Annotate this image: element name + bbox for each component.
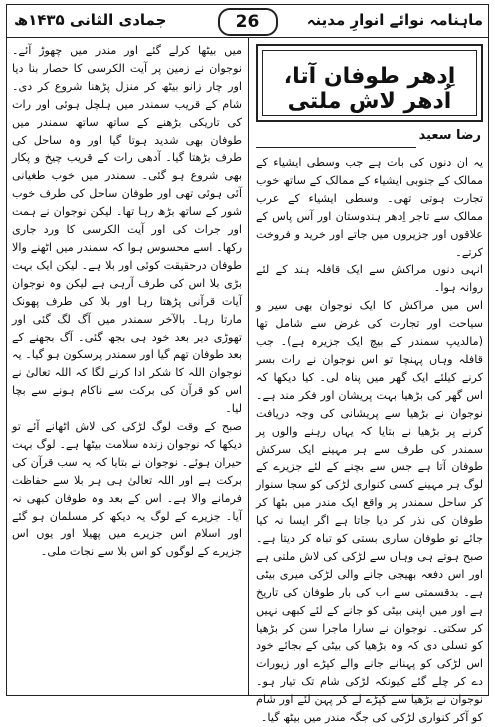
article-author: رضا سعید (418, 128, 481, 143)
paragraph: میں بیٹھا کرلے گئے اور مندر میں چھوڑ آئے۔ نوجوان نے زمین پر آیت الکرسی کا حصار بنا دیا اور چار زانو بیٹھ کر منزل پڑھنا شروع کر دی۔ شام کے قریب سمندر میں ہلچل ہوئی اور رات کی تاریکی بڑھنے کے ساتھ ساتھ سمندر میں طوفان بھی شدید ہوتا گیا اور وہ ساحل کی طرف بڑھتا گیا۔ آدھی رات کے قریب چیخ و پکار بھی شروع ہو گئی۔ سمندر میں خوب طغیانی آئی ہوئی تھی اور طوفان ساحل کی طرف خوب شور کے ساتھ بڑھ رہا تھا۔ لیکن نوجوان نے ہمت اور جرات کی اور آیت الکرسی کا ورد جاری رکھا۔ اسے محسوس ہوا کہ سمندر میں اٹھنے والا طوفان درحقیقت کوئی اور بلا ہے۔ لیکن ایک بہت بڑی بلا اس کی طرف آرہی ہے لیکن وہ نوجوان آیات قرآنی پڑھتا رہا اور بلا کی طرف پھونک مارتا رہا۔ بالآخر سمندر میں آگ لگ گئی اور تھوڑی دیر بعد خود ہی بجھ گئی۔ آگ بجھنے کے بعد طوفان تھم گیا اور سمندر پرسکون ہو گیا۔ یہ نوجوان اللہ کا شکر ادا کرنے لگا کہ اللہ تعالیٰ نے اس کو قرآن کی برکت سے ناکام ہونے سے بچا لیا۔ (12, 44, 242, 416)
right-column (256, 154, 483, 725)
paragraph: یہ ان دنوں کی بات ہے جب وسطی ایشیاء کے ممالک کے جنوبی ایشیاء کے ممالک کے ساتھ خوب تجارت ہوتی تھی۔ وسطی ایشیاء کے عرب ممالک سے تاجر اِدھر ہندوستان اور آس پاس کے علاقوں اور جزیروں میں جاتے اور خرید و فروخت کرتے۔ (256, 156, 483, 259)
page-number: 26 (218, 8, 278, 36)
paragraph: صبح کے وقت لوگ لڑکی کی لاش اٹھانے آئے تو دیکھا کہ نوجوان زندہ سلامت بیٹھا ہے۔ لوگ بہت حیران ہوئے۔ نوجوان نے بتایا کہ یہ سب قرآن کی برکت ہے اور اللہ تعالیٰ ہی ہر بلا سے حفاظت فرمانے والا ہے۔ اس کے بعد وہ طوفان کبھی نہ آیا۔ جزیرے کے لوگ یہ دیکھ کر مسلمان ہو گئے اور اسلام اس جزیرے میں پھیلا اور یوں اس جزیرے کے لوگوں کو اس بلا سے نجات ملی۔ (12, 420, 242, 559)
author-underline (256, 147, 416, 148)
magazine-name: ماہنامہ نوائے انوارِ مدینہ (306, 11, 483, 29)
article-title: اِدھر طوفان آتا، اُدھر لاش ملتی (283, 64, 456, 114)
left-column (12, 42, 242, 690)
article-title-box (256, 44, 483, 122)
column-divider (248, 38, 249, 696)
issue-date: جمادی الثانی ۱۴۳۵ھ (14, 11, 167, 29)
paragraph: انہی دنوں مراکش سے ایک قافلہ ہند کے لئے روانہ ہوا۔ (256, 263, 483, 295)
paragraph: اس میں مراکش کا ایک نوجوان بھی سیر و سیاحت اور تجارت کی غرض سے شامل تھا (مالدیپ سمندر کے بیچ ایک جزیرہ ہے)۔ جب قافلہ وہاں پہنچا تو اس نوجوان نے رات بسر کرنے کیلئے ایک گھر میں پناہ لی۔ کیا دیکھا کہ اس گھر کی بڑھیا بہت پریشان اور فکر مند ہے۔ نوجوان نے بڑھیا سے پریشانی کی وجہ دریافت کرنے پر بڑھیا نے بتایا کہ یہاں رہنے والوں پر سمندر کی طرف سے ہر مہینے ایک سرکش طوفان آتا ہے جس سے بچنے کے لئے جزیرے کے لوگ ہر مہینے کسی کنواری لڑکی کو سجا سنوار کر ساحل سمندر پر واقع ایک مندر میں بٹھا کر طوفان کی نذر کر دیا جاتا ہے اگر ایسا نہ کیا جائے تو طوفان ساری بستی کو تباہ کر دیتا ہے۔ صبح ہوتے ہی وہاں سے لڑکی کی لاش ملتی ہے اور اس دفعہ بھیجی جانے والی لڑکی میری بیٹی ہے۔ بدقسمتی سے اب کی بار طوفان کی تاریخ ہے اور میں اپنی بیٹی کو جانے کے لئے کبھی نہیں کر سکتی۔ نوجوان نے سارا ماجرا سن کر بڑھیا کو تسلی دی کہ وہ بڑھیا کی بیٹی کے بجائے خود اس لڑکی کو پہنانے جانے والے کپڑے اور زیورات دے کر چلے گئے کیونکہ لڑکی شام تک تیار ہو۔ نوجوان نے بڑھیا سے کپڑے لے کر پہن لئے اور شام کو آکر کنواری لڑکی کی جگہ مندر میں بیٹھ گیا۔ (256, 299, 483, 725)
page-header (6, 4, 489, 38)
